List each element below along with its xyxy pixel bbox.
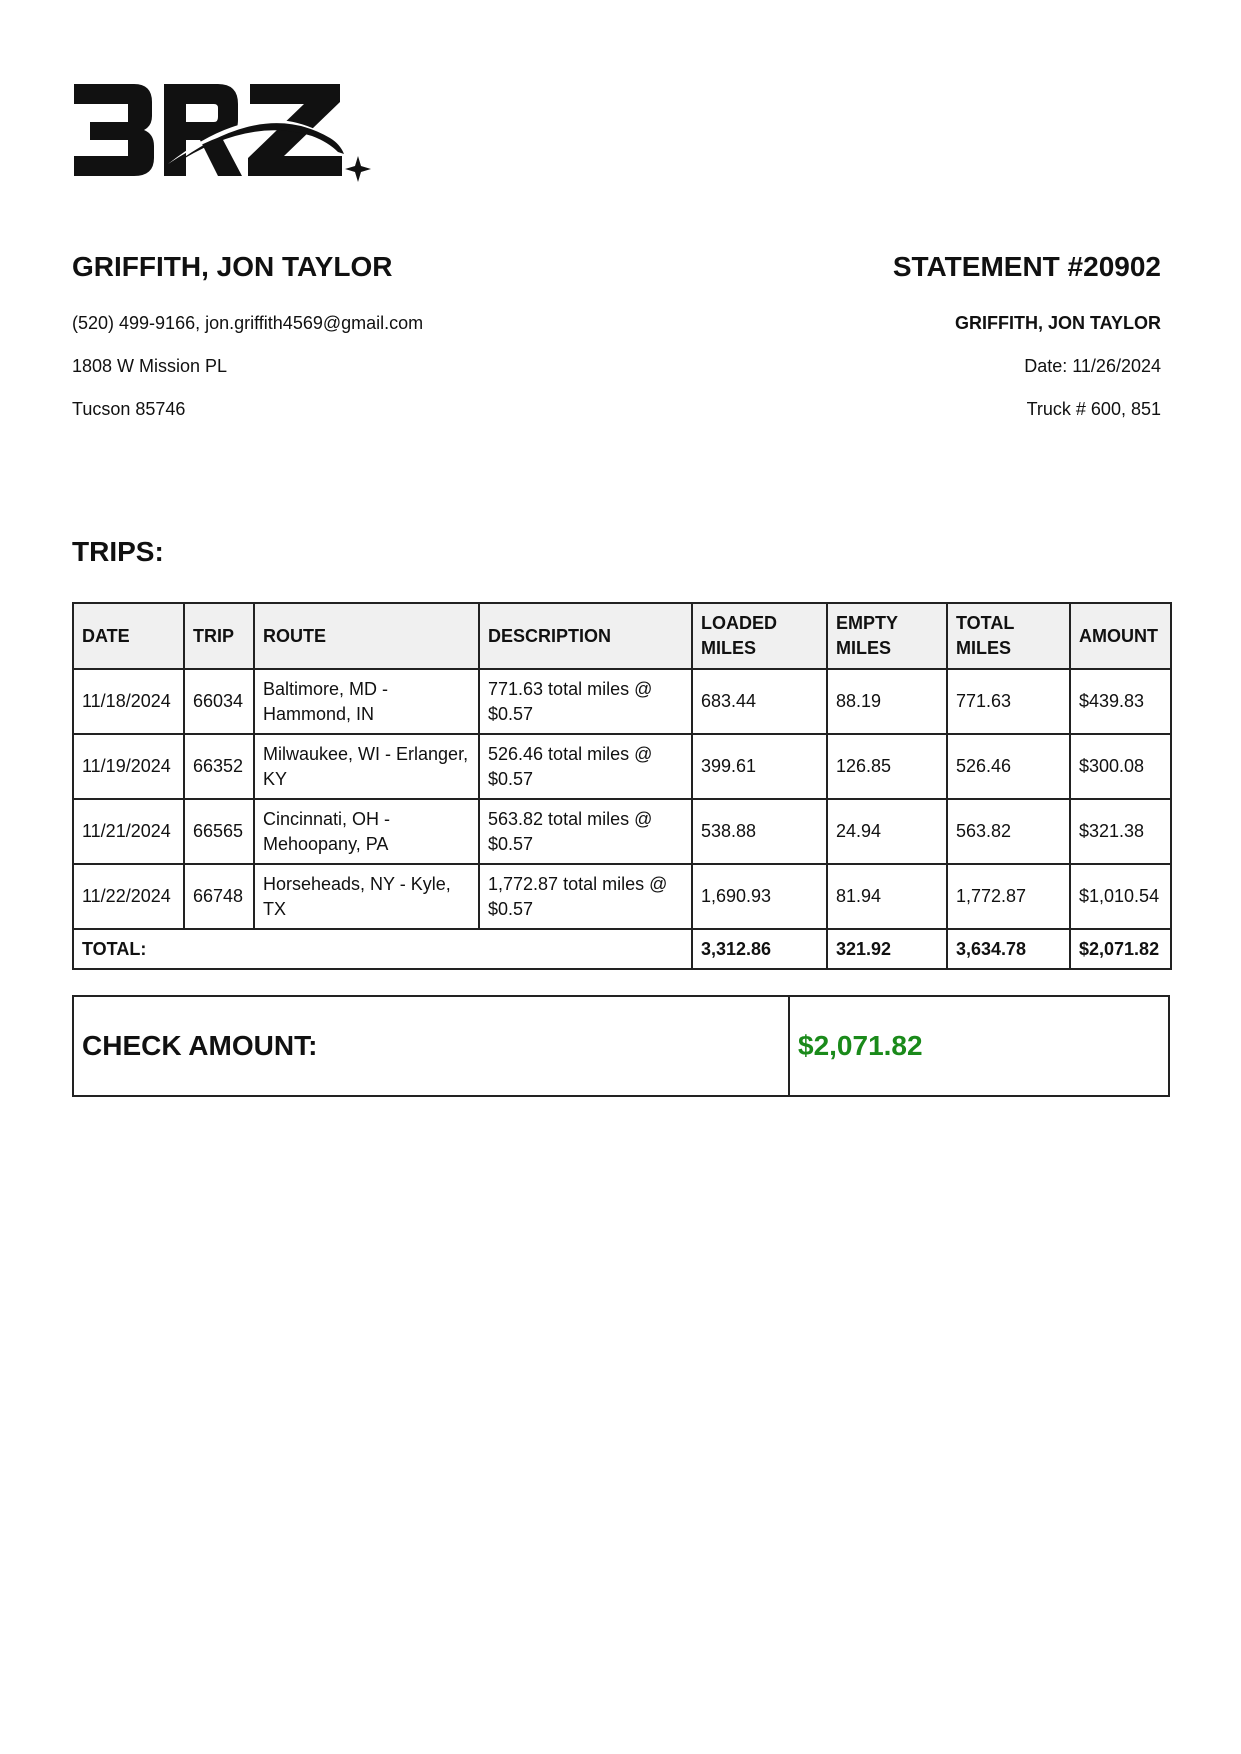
driver-name-heading: GRIFFITH, JON TAYLOR — [72, 251, 393, 282]
cell-amount: $300.08 — [1070, 734, 1171, 799]
check-amount-label: CHECK AMOUNT: — [74, 997, 790, 1095]
col-header-total-miles: TOTAL MILES — [947, 603, 1070, 669]
cell-date: 11/22/2024 — [73, 864, 184, 929]
cell-empty-miles: 88.19 — [827, 669, 947, 734]
cell-trip: 66034 — [184, 669, 254, 734]
table-header-row — [73, 603, 1171, 669]
cell-total-miles: 771.63 — [947, 669, 1070, 734]
table-row — [73, 799, 1171, 864]
cell-empty-miles: 24.94 — [827, 799, 947, 864]
col-header-route: ROUTE — [254, 603, 479, 669]
check-amount-box — [72, 995, 1170, 1097]
cell-total-miles: 563.82 — [947, 799, 1070, 864]
cell-empty-miles: 81.94 — [827, 864, 947, 929]
cell-route: Baltimore, MD - Hammond, IN — [254, 669, 479, 734]
total-loaded-miles: 3,312.86 — [692, 929, 827, 969]
table-row — [73, 734, 1171, 799]
col-header-description: DESCRIPTION — [479, 603, 692, 669]
statement-truck: Truck # 600, 851 — [1026, 399, 1161, 419]
driver-address-line2: Tucson 85746 — [72, 399, 186, 419]
total-empty-miles: 321.92 — [827, 929, 947, 969]
statement-date: Date: 11/26/2024 — [1024, 356, 1161, 376]
cell-loaded-miles: 538.88 — [692, 799, 827, 864]
col-header-empty-miles: EMPTY MILES — [827, 603, 947, 669]
statement-driver-name: GRIFFITH, JON TAYLOR — [954, 313, 1161, 333]
cell-date: 11/19/2024 — [73, 734, 184, 799]
cell-description: 1,772.87 total miles @ $0.57 — [479, 864, 692, 929]
cell-description: 563.82 total miles @ $0.57 — [479, 799, 692, 864]
total-total-miles: 3,634.78 — [947, 929, 1070, 969]
cell-amount: $439.83 — [1070, 669, 1171, 734]
cell-description: 526.46 total miles @ $0.57 — [479, 734, 692, 799]
col-header-loaded-miles: LOADED MILES — [692, 603, 827, 669]
driver-address-line1: 1808 W Mission PL — [72, 356, 228, 376]
cell-trip: 66748 — [184, 864, 254, 929]
statement-number-heading: STATEMENT #20902 — [892, 251, 1161, 282]
trips-section-title: TRIPS: — [72, 536, 164, 567]
totals-label: TOTAL: — [73, 929, 692, 969]
company-logo — [72, 80, 382, 192]
col-header-amount: AMOUNT — [1070, 603, 1171, 669]
cell-trip: 66352 — [184, 734, 254, 799]
totals-row — [73, 929, 1171, 969]
cell-description: 771.63 total miles @ $0.57 — [479, 669, 692, 734]
table-row — [73, 864, 1171, 929]
cell-route: Cincinnati, OH - Mehoopany, PA — [254, 799, 479, 864]
cell-loaded-miles: 1,690.93 — [692, 864, 827, 929]
check-amount-value: $2,071.82 — [798, 1030, 923, 1061]
cell-amount: $1,010.54 — [1070, 864, 1171, 929]
cell-loaded-miles: 399.61 — [692, 734, 827, 799]
table-row — [73, 669, 1171, 734]
total-amount: $2,071.82 — [1070, 929, 1171, 969]
col-header-date: DATE — [73, 603, 184, 669]
cell-loaded-miles: 683.44 — [692, 669, 827, 734]
cell-date: 11/21/2024 — [73, 799, 184, 864]
cell-route: Milwaukee, WI - Erlanger, KY — [254, 734, 479, 799]
driver-contact: (520) 499-9166, jon.griffith4569@gmail.com — [72, 313, 424, 333]
cell-empty-miles: 126.85 — [827, 734, 947, 799]
trips-table — [72, 602, 1172, 970]
cell-date: 11/18/2024 — [73, 669, 184, 734]
cell-total-miles: 1,772.87 — [947, 864, 1070, 929]
cell-total-miles: 526.46 — [947, 734, 1070, 799]
cell-amount: $321.38 — [1070, 799, 1171, 864]
brz-logo-graphic — [72, 80, 382, 192]
cell-trip: 66565 — [184, 799, 254, 864]
cell-route: Horseheads, NY - Kyle, TX — [254, 864, 479, 929]
col-header-trip: TRIP — [184, 603, 254, 669]
